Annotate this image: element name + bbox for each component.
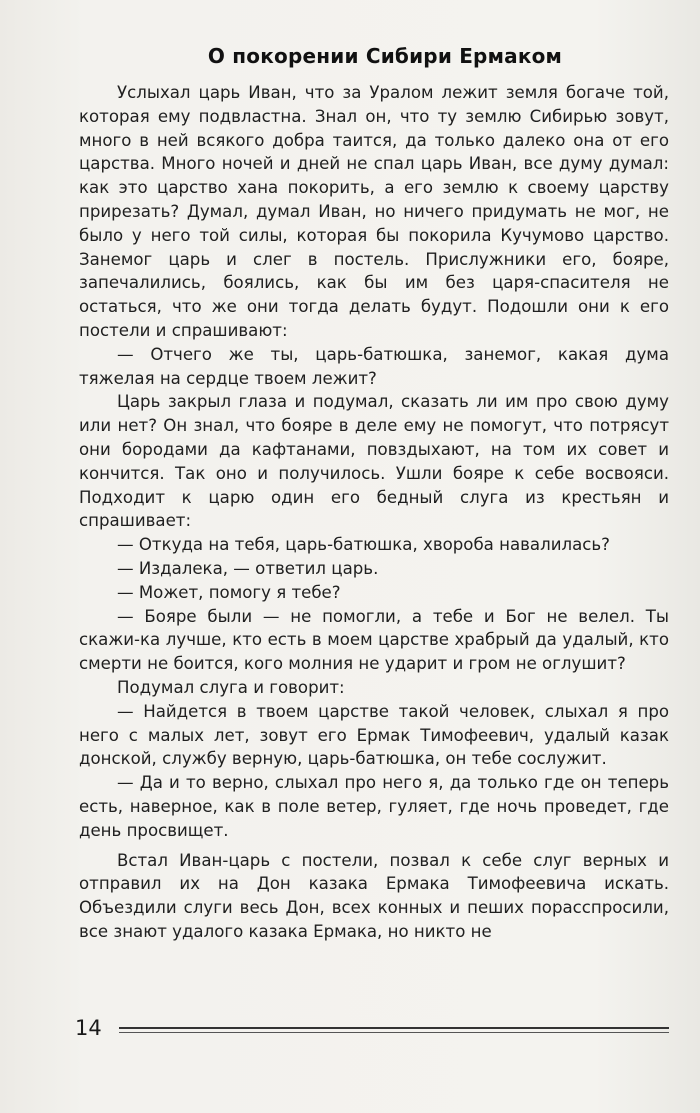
paragraph: — Да и то верно, слыхал про него я, да только где он теперь есть, наверное, как в поле ветер, гуляет, где ночь проведет, где день просвищет.	[79, 773, 669, 840]
page-number: 14	[75, 1016, 102, 1040]
footer-rule	[119, 1027, 669, 1029]
page-title: О покорении Сибири Ермаком	[207, 44, 563, 68]
paragraph: Царь закрыл глаза и подумал, сказать ли им про свою думу или нет? Он знал, что бояре в деле ему не помогут, что потрясут они бородами да кафтанами, повздыхают, на том их совет и кончится. Так оно и получилось. Ушли бояре к себе восвояси. Подходит к царю один его бедный слуга из крестьян и спрашивает:	[79, 392, 669, 531]
paragraph: Подумал слуга и говорит:	[117, 677, 345, 697]
paragraph: — Бояре были — не помогли, а тебе и Бог не велел. Ты скажи-ка лучше, кто есть в моем царстве храбрый да удалый, кто смерти не боится, кого молния не ударит и гром не оглушит?	[79, 606, 669, 674]
body-text	[79, 81, 669, 944]
paragraph: Услыхал царь Иван, что за Уралом лежит земля богаче той, которая ему подвластна. Знал он, что ту землю Сибирью зовут, много в ней всякого добра таится, да только далеко она от его царства. Много ночей и дней не спал царь Иван, все думу думал: как это царство хана покорить, а его землю к своему царству прирезать? Думал, думал Иван, но ничего придумать не мог, не было у него той силы, которая бы покорила Кучумово царство. Занемог царь и слег в постель. Прислужники его, бояре, запечалились, боялись, как бы им без царя-спасителя не остаться, что же они тогда делать будут. Подошли они к его постели и спрашивают:	[79, 83, 669, 340]
paragraph: Встал Иван-царь с постели, позвал к себе слуг верных и отправил их на Дон казака Ермака Тимофеевича искать. Объездили слуги весь Дон, всех конных и пеших порасспросили, все знают удалого казака Ермака, но никто не	[79, 850, 669, 941]
page-footer	[75, 1016, 670, 1040]
footer-rule-thin	[119, 1032, 669, 1033]
paragraph: — Может, помогу я тебе?	[117, 582, 341, 602]
paragraph: — Отчего же ты, царь-батюшка, занемог, какая дума тяжелая на сердце твоем лежит?	[79, 344, 669, 388]
paragraph: — Найдется в твоем царстве такой человек, слыхал я про него с малых лет, зовут его Ермак Тимофеевич, удалый казак донской, службу верную, царь-батюшка, он тебе сослужит.	[79, 701, 669, 769]
paragraph: — Откуда на тебя, царь-батюшка, хвороба навалилась?	[117, 535, 610, 555]
paragraph: — Издалека, — ответил царь.	[117, 558, 379, 578]
